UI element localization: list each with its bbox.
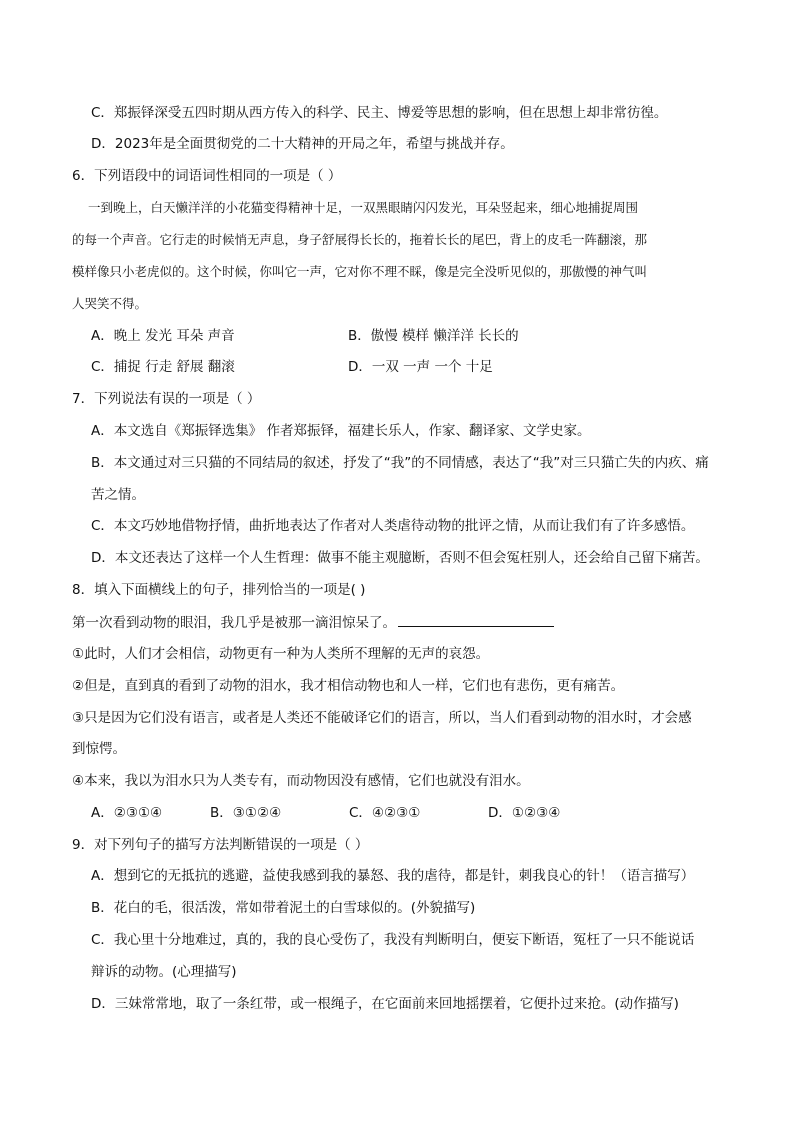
q5-option-d: D．2023年是全面贯彻党的二十大精神的开局之年，希望与挑战并存。 [91,136,514,152]
q8-sentence-1: ①此时，人们才会相信，动物更有一种为人类所不理解的无声的哀怨。 [72,646,490,662]
q6-option-b: B．傲慢 模样 懒洋洋 长长的 [348,328,519,344]
q6-stem: 6．下列语段中的词语词性相同的一项是（ ） [72,168,342,184]
q8-stem: 8．填入下面横线上的句子，排列恰当的一项是( ) [72,582,366,598]
q8-lead-sentence [72,612,554,633]
q9-option-d: D．三妹常常地，取了一条红带，或一根绳子，在它面前来回地摇摆着，它便扑过来抢。(动作描写) [91,996,679,1012]
q8-sentence-4: ④本来，我以为泪水只为人类专有，而动物因没有感情，它们也就没有泪水。 [72,773,530,789]
q7-option-a: A．本文选自《郑振铎选集》 作者郑振铎，福建长乐人，作家、翻译家、文学史家。 [91,423,591,439]
q8-option-c: C．④②③① [349,805,421,821]
q7-option-b-line-2: 苦之情。 [91,487,145,503]
q6-option-c: C．捕捉 行走 舒展 翻滚 [91,359,235,375]
q7-stem: 7．下列说法有误的一项是（ ） [72,391,261,407]
q6-passage-line-1: 一到晚上，白天懒洋洋的小花猫变得精神十足，一双黑眼睛闪闪发光，耳朵竖起来，细心地捕捉周围 [88,200,639,215]
q8-option-d: D．①②③④ [488,805,561,821]
q8-option-a: A．②③①④ [91,805,163,821]
q8-answer-blank [398,612,554,627]
q8-lead-text: 第一次看到动物的眼泪，我几乎是被那一滴泪惊呆了。 [72,615,396,631]
q9-option-b: B．花白的毛，很活泼，常如带着泥土的白雪球似的。(外貌描写) [91,900,476,916]
q8-option-b: B．③①②④ [210,805,282,821]
q6-passage-line-2: 的每一个声音。它行走的时候悄无声息，身子舒展得长长的，拖着长长的尾巴，背上的皮毛一阵翻滚，那 [72,232,648,247]
q9-stem: 9．对下列句子的描写方法判断错误的一项是（ ） [72,837,369,853]
q6-passage-line-3: 模样像只小老虎似的。这个时候，你叫它一声，它对你不理不睬，像是完全没听见似的，那傲慢的神气叫 [72,264,648,279]
q7-option-c: C．本文巧妙地借物抒情，曲折地表达了作者对人类虐待动物的批评之情，从而让我们有了许多感悟。 [91,518,695,534]
q7-option-d: D．本文还表达了这样一个人生哲理：做事不能主观臆断，否则不但会冤枉别人，还会给自己留下痛苦。 [91,550,709,566]
q8-sentence-3-line-2: 到惊愕。 [72,741,126,757]
q6-option-a: A．晚上 发光 耳朵 声音 [91,328,235,344]
q8-sentence-2: ②但是，直到真的看到了动物的泪水，我才相信动物也和人一样，它们也有悲伤，更有痛苦。 [72,678,625,694]
q9-option-c-line-2: 辩诉的动物。(心理描写) [91,964,237,980]
q9-option-a: A．想到它的无抵抗的逃避，益使我感到我的暴怒、我的虐待，都是针，刺我良心的针！（语言描写） [91,868,695,884]
q5-option-c: C．郑振铎深受五四时期从西方传入的科学、民主、博爱等思想的影响，但在思想上却非常彷徨。 [91,105,668,121]
q9-option-c-line-1: C．我心里十分地难过，真的，我的良心受伤了，我没有判断明白，便妄下断语，冤枉了一只不能说话 [91,932,695,948]
q7-option-b-line-1: B．本文通过对三只猫的不同结局的叙述，抒发了“我”的不同情感，表达了“我”对三只猫亡失的内疚、痛 [91,455,709,471]
q8-sentence-3-line-1: ③只是因为它们没有语言，或者是人类还不能破译它们的语言，所以，当人们看到动物的泪水时，才会感 [72,710,692,726]
q6-option-d: D．一双 一声 一个 十足 [348,359,493,375]
q6-passage-line-4: 人哭笑不得。 [72,296,148,311]
